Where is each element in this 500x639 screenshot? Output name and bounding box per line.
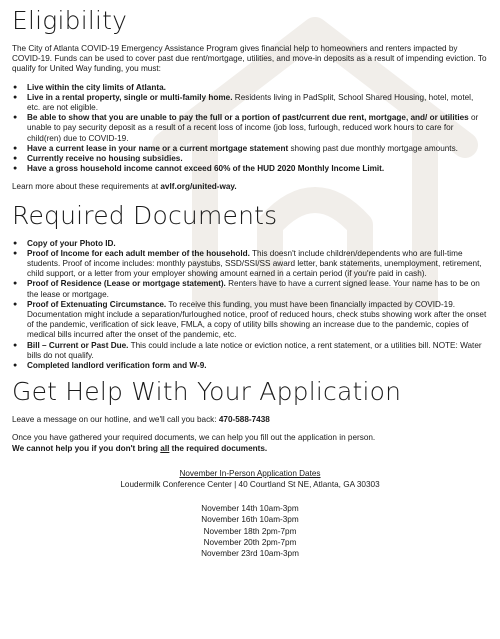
eligibility-list [12, 83, 488, 175]
learn-more-text: Learn more about these requirements at [12, 182, 161, 192]
document-item [12, 300, 488, 341]
date-item: November 23rd 10am-3pm [201, 549, 299, 559]
eligibility-section [12, 6, 488, 193]
eligibility-item [12, 113, 488, 144]
eligibility-item-bold: Have a current lease in your name or a current mortgage statement [27, 143, 289, 153]
dates-heading: November In-Person Application Dates [179, 468, 321, 478]
help-section [12, 377, 488, 559]
document-item-bold: Proof of Income for each adult member of the household. [27, 248, 250, 258]
document-item-bold: Bill – Current or Past Due. [27, 340, 129, 350]
document-item-text: Renters have to have a current signed lease. Your name has to be on the lease or mortgage. [27, 279, 480, 299]
eligibility-item [12, 83, 488, 93]
date-item: November 14th 10am-3pm [201, 503, 299, 513]
eligibility-item-bold: Live within the city limits of Atlanta. [27, 82, 166, 92]
eligibility-item [12, 154, 488, 164]
eligibility-heading: Eligibility [12, 6, 128, 35]
learn-more-link[interactable]: avlf.org/united-way. [160, 182, 237, 192]
document-item-bold: Proof of Extenuating Circumstance. [27, 299, 167, 309]
eligibility-item-bold: Have a gross household income cannot exceed 60% of the HUD 2020 Monthly Income Limit. [27, 164, 385, 174]
documents-heading: Required Documents [12, 200, 278, 230]
document-item [12, 361, 488, 371]
eligibility-intro: The City of Atlanta COVID-19 Emergency Assistance Program gives financial help to homeowners and renters impacted by COVID-19. Funds can be used to cover past due rent/mortgage, utilities, and move-in deposits as a result of impending eviction. To qualify for United Way funding, you must: [12, 44, 487, 74]
eligibility-item-bold: Live in a rental property, single or multi-family home. [27, 92, 233, 102]
eligibility-item-text: Residents living in PadSplit, School Shared Housing, hotel, motel, etc. are not eligible. [27, 92, 474, 113]
eligibility-item-text: showing past due monthly mortgage amounts. [288, 143, 458, 153]
document-item-bold: Copy of your Photo ID. [27, 238, 116, 248]
hotline-number[interactable]: 470-588-7438 [218, 415, 270, 425]
venue: Loudermilk Conference Center | 40 Courtland St NE, Atlanta, GA 30303 [120, 480, 380, 490]
help-heading: Get Help With Your Application [12, 377, 402, 407]
date-item: November 16th 10am-3pm [201, 515, 299, 525]
hotline-text: Leave a message on our hotline, and we'll call you back: [12, 415, 219, 425]
cannot-prefix: We cannot help you if you don't bring [12, 443, 161, 453]
date-item: November 18th 2pm-7pm [203, 526, 297, 536]
document-item-text: To receive this funding, you must have been financially impacted by COVID-19. Documentation might include a separation/furloughed notice, proof of reduced hours, check stubs showing work after the onset of the pandemic, verification of sick leave, FMLA, a copy of utility bills showing an increase due to the pandemic, copies of medical bills incurred after the onset of the pandemic, etc. [27, 299, 487, 340]
learn-more [12, 182, 488, 192]
hotline [12, 415, 488, 425]
date-item: November 20th 2pm-7pm [203, 537, 297, 547]
document-item [12, 249, 488, 280]
cannot-all: all [160, 443, 170, 453]
documents-section [12, 201, 488, 372]
document-item [12, 239, 488, 249]
gathered-text: Once you have gathered your required documents, we can help you fill out the application in person. [12, 433, 376, 443]
eligibility-item [12, 164, 488, 174]
application-dates [12, 468, 488, 560]
eligibility-item-bold: Be able to show that you are unable to pay the full or a portion of past/current due rent, mortgage, and/ or utilities [27, 113, 469, 123]
document-item-bold: Completed landlord verification form and W-9. [27, 361, 207, 371]
cannot-help-note [12, 444, 267, 453]
help-instructions [12, 433, 488, 453]
cannot-suffix: the required documents. [169, 443, 268, 453]
eligibility-item-text: or unable to pay security deposit as a result of a recent loss of income (job loss, furlough, reduced work hours to care for child(ren) due to COVID-19. [27, 113, 479, 143]
eligibility-item [12, 144, 488, 154]
document-item [12, 279, 488, 299]
eligibility-item-bold: Currently receive no housing subsidies. [27, 154, 183, 164]
document-item [12, 341, 488, 361]
eligibility-item [12, 93, 488, 113]
document-item-bold: Proof of Residence (Lease or mortgage statement). [27, 279, 226, 289]
documents-list [12, 239, 488, 372]
document-item-text: This doesn't include children/dependents who are full-time students. Proof of income includes: monthly paystubs, SSD/SSI/SS award letter, bank statements, unemployment, retirement, child support, or a letter from your employer showing amount earned in a certain period (if you're paid in cash). [27, 248, 482, 279]
document-item-text: This could include a late notice or eviction notice, a rent statement, or a utilities bill. NOTE: Water bills do not qualify. [27, 340, 482, 360]
